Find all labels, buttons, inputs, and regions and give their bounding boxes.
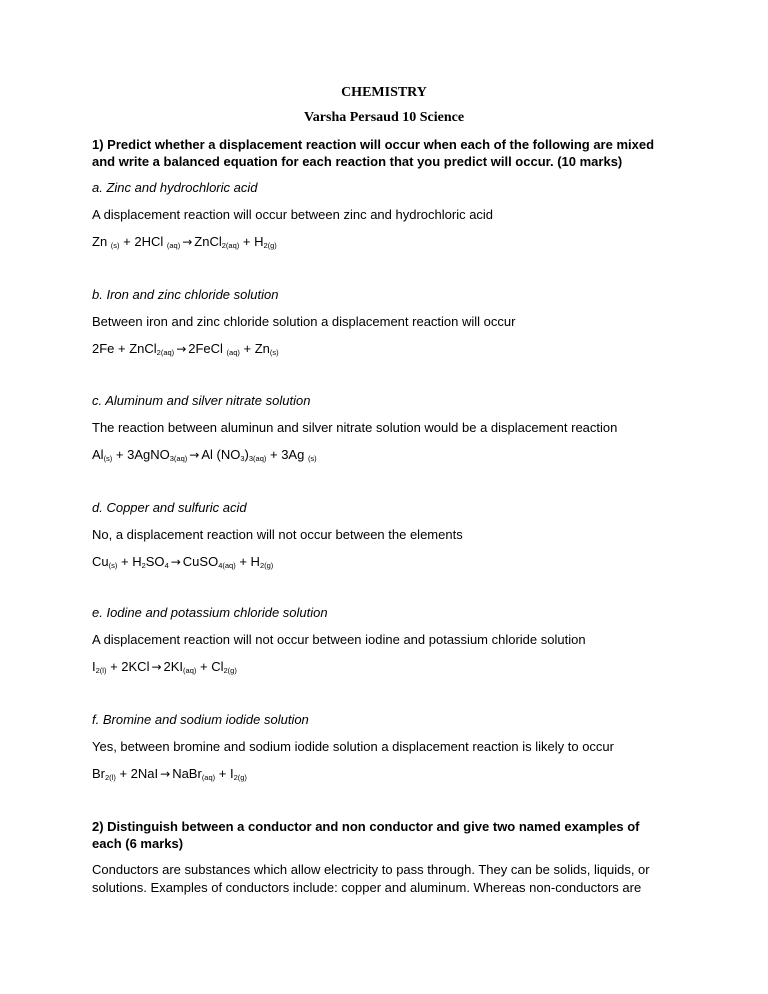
- reactant-subscript: 4: [164, 561, 169, 570]
- reactant-subscript: 2: [141, 561, 146, 570]
- reactant-subscript: (aq): [166, 241, 181, 250]
- reactant-term: + 3AgNO: [112, 447, 170, 462]
- product-term: CuSO: [182, 554, 219, 569]
- reactant-term: SO: [145, 554, 165, 569]
- product-term: + Cl: [196, 659, 224, 674]
- product-term: ZnCl: [194, 234, 222, 249]
- student-name-line: Varsha Persaud 10 Science: [303, 110, 465, 125]
- reactant-subscript: (s): [110, 241, 120, 250]
- reactant-subscript: (s): [103, 454, 113, 463]
- product-subscript: (aq): [201, 773, 216, 782]
- product-subscript: (aq): [183, 666, 197, 675]
- product-subscript: (s): [307, 454, 317, 463]
- reaction-arrow-icon: →: [170, 555, 181, 569]
- reactant-subscript: 2(l): [95, 666, 107, 675]
- part-b-answer: Between iron and zinc chloride solution a displacement reaction will occur: [92, 314, 516, 329]
- reaction-arrow-icon: →: [176, 342, 187, 356]
- product-term: + H: [239, 234, 264, 249]
- part-d-heading: d. Copper and sulfuric acid: [92, 500, 247, 515]
- product-subscript: 2(g): [263, 241, 277, 250]
- document-title: CHEMISTRY: [341, 85, 427, 100]
- reactant-subscript: 2(l): [105, 773, 116, 782]
- product-subscript: 2(g): [233, 773, 247, 782]
- product-subscript: 2(g): [259, 561, 274, 570]
- part-b-heading: b. Iron and zinc chloride solution: [92, 287, 279, 302]
- question-2-answer: Conductors are substances which allow electricity to pass through. They can be solids, liquids, or solutions. Examples of conductors include: copper and aluminum. Whereas non-conductors are: [92, 862, 650, 895]
- reactant-subscript: (s): [108, 561, 118, 570]
- product-term: 2KI: [163, 659, 184, 674]
- question-1-heading: 1) Predict whether a displacement reaction will occur when each of the following are mixed and write a balanced equation for each reaction that you predict will occur. (10 marks): [92, 137, 655, 169]
- reactant-term: 2Fe + ZnCl: [92, 341, 157, 356]
- reactant-term: Cu: [92, 554, 109, 569]
- product-subscript: (aq): [226, 348, 240, 357]
- reactant-term: Zn: [92, 234, 111, 249]
- product-subscript: 4(aq): [218, 561, 236, 570]
- reactant-subscript: 2(aq): [156, 348, 175, 357]
- reaction-arrow-icon: →: [151, 660, 162, 674]
- reactant-term: + 2HCl: [119, 234, 167, 249]
- product-subscript: 2(g): [223, 666, 237, 675]
- part-e-answer: A displacement reaction will not occur between iodine and potassium chloride solution: [92, 632, 586, 647]
- part-d-equation: [92, 553, 692, 571]
- part-d-answer: No, a displacement reaction will not occur between the elements: [92, 527, 463, 542]
- reaction-arrow-icon: →: [189, 448, 200, 462]
- product-term: Al (NO: [201, 447, 241, 462]
- product-term: + I: [215, 766, 234, 781]
- part-f-answer: Yes, between bromine and sodium iodide solution a displacement reaction is likely to occur: [92, 739, 614, 754]
- reactant-term: + 2KCl: [106, 659, 150, 674]
- product-term: + H: [235, 554, 260, 569]
- part-f-heading: f. Bromine and sodium iodide solution: [92, 712, 309, 727]
- product-subscript: (s): [269, 348, 279, 357]
- product-term: + 3Ag: [266, 447, 308, 462]
- product-term: 2FeCl: [188, 341, 227, 356]
- reaction-arrow-icon: →: [182, 235, 193, 249]
- part-a-answer: A displacement reaction will occur between zinc and hydrochloric acid: [92, 207, 494, 222]
- part-c-answer: The reaction between aluminun and silver nitrate solution would be a displacement reaction: [92, 420, 618, 435]
- product-term: NaBr: [172, 766, 202, 781]
- part-b-equation: [92, 340, 692, 358]
- part-c-equation: [92, 446, 692, 464]
- reactant-term: + 2NaI: [115, 766, 159, 781]
- part-e-heading: e. Iodine and potassium chloride solution: [92, 605, 328, 620]
- part-c-heading: c. Aluminum and silver nitrate solution: [92, 393, 311, 408]
- reactant-subscript: 3(aq): [169, 454, 188, 463]
- part-a-heading: a. Zinc and hydrochloric acid: [92, 180, 258, 195]
- reactant-term: Br: [92, 766, 105, 781]
- reaction-arrow-icon: →: [160, 767, 171, 781]
- product-subscript: 2(aq): [221, 241, 240, 250]
- product-term: + Zn: [239, 341, 270, 356]
- reactant-term: I: [92, 659, 96, 674]
- part-a-equation: [92, 233, 692, 251]
- product-subscript: 3: [240, 454, 245, 463]
- part-e-equation: [92, 658, 692, 676]
- question-2-heading: 2) Distinguish between a conductor and non conductor and give two named examples of each (6 marks): [92, 819, 640, 851]
- product-subscript: 3(aq): [248, 454, 267, 463]
- part-f-equation: [92, 765, 692, 783]
- reactant-term: Al: [92, 447, 104, 462]
- reactant-term: + H: [117, 554, 142, 569]
- product-term: ): [244, 447, 249, 462]
